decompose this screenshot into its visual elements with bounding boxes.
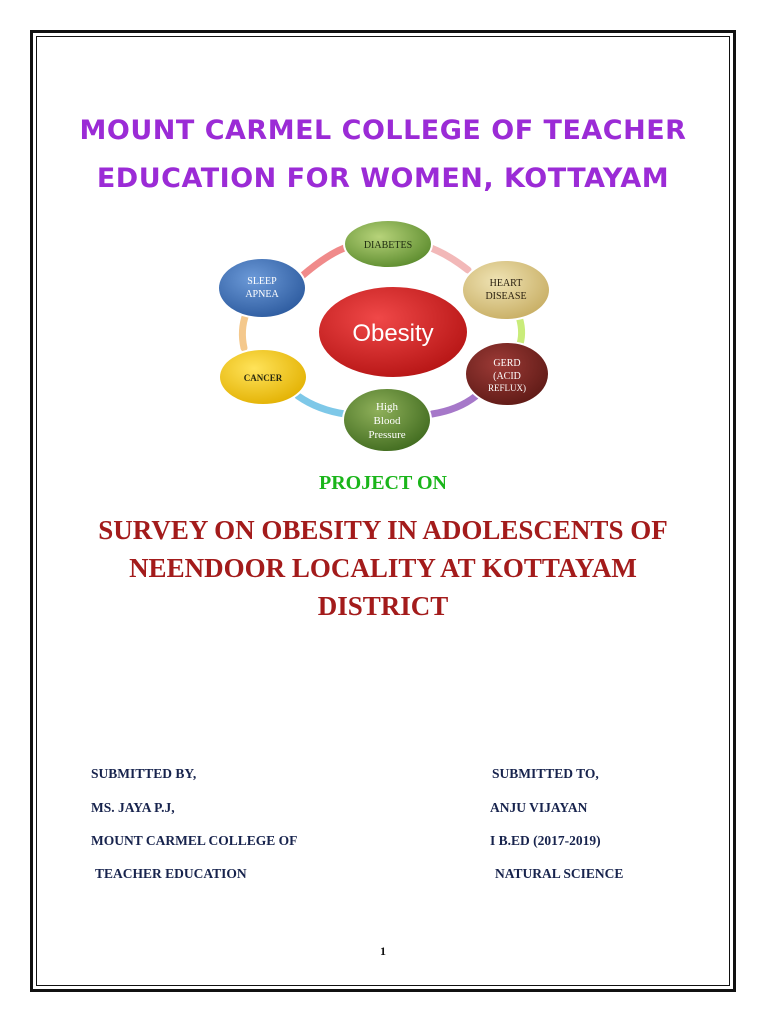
submitted-to-heading: SUBMITTED TO, bbox=[492, 766, 599, 781]
gerd-label-2: (ACID bbox=[493, 371, 521, 382]
obesity-diagram bbox=[200, 218, 570, 458]
project-title-line-3: DISTRICT bbox=[317, 591, 449, 621]
submitted-by-heading: SUBMITTED BY, bbox=[91, 766, 197, 781]
submitted-to-subject: NATURAL SCIENCE bbox=[495, 866, 624, 881]
high-blood-pressure-label-2: Blood bbox=[373, 415, 401, 427]
heart-disease-node bbox=[462, 260, 550, 320]
connector-arc bbox=[242, 314, 246, 348]
submitted-by-college-line-1: MOUNT CARMEL COLLEGE OF bbox=[91, 833, 298, 848]
page-number: 1 bbox=[380, 944, 386, 958]
sleep-apnea-node bbox=[218, 258, 306, 318]
project-on-heading: PROJECT ON bbox=[319, 472, 447, 494]
sleep-apnea-label-2: APNEA bbox=[245, 289, 279, 300]
submitted-by-name: MS. JAYA P.J, bbox=[91, 800, 175, 815]
connector-arc bbox=[432, 396, 476, 414]
high-blood-pressure-label-3: Pressure bbox=[368, 429, 406, 441]
college-name-line-2: EDUCATION FOR WOMEN, KOTTAYAM bbox=[96, 163, 670, 194]
gerd-label-1: GERD bbox=[493, 358, 521, 369]
submitted-by-college-line-2: TEACHER EDUCATION bbox=[95, 866, 247, 881]
high-blood-pressure-label-1: High bbox=[376, 401, 398, 413]
gerd-label-3: REFLUX) bbox=[488, 383, 526, 393]
project-title-line-2: NEENDOOR LOCALITY AT KOTTAYAM bbox=[129, 553, 637, 583]
project-title-line-1: SURVEY ON OBESITY IN ADOLESCENTS OF bbox=[98, 515, 668, 545]
diabetes-label: DIABETES bbox=[363, 240, 413, 251]
cancer-label: CANCER bbox=[243, 373, 283, 383]
sleep-apnea-label-1: SLEEP bbox=[247, 276, 277, 287]
heart-disease-label-2: DISEASE bbox=[485, 291, 527, 302]
college-name-line-1: MOUNT CARMEL COLLEGE OF TEACHER bbox=[79, 115, 687, 146]
connector-arc bbox=[302, 246, 350, 276]
connector-arc bbox=[298, 396, 345, 414]
submitted-to-name: ANJU VIJAYAN bbox=[490, 800, 588, 815]
submitted-to-course: I B.ED (2017-2019) bbox=[490, 833, 601, 848]
heart-disease-label-1: HEART bbox=[489, 278, 523, 289]
obesity-center-label: Obesity bbox=[352, 320, 434, 347]
